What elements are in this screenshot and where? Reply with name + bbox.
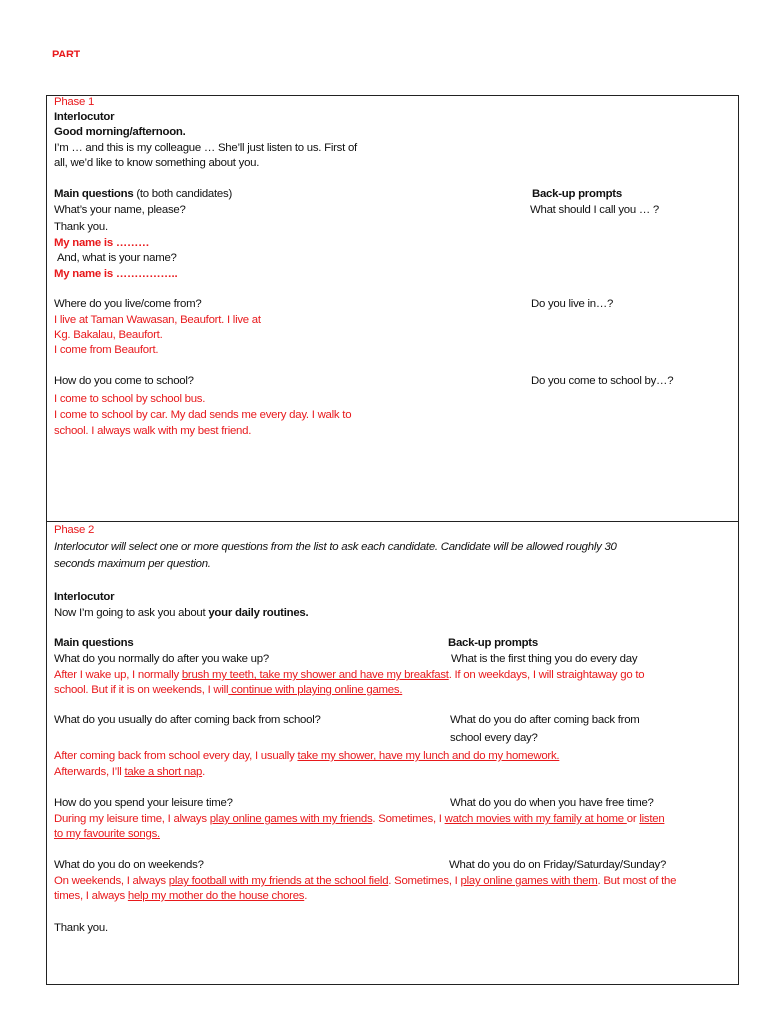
phase1-answer-name1: My name is ……… — [54, 237, 150, 249]
phase2-backup-after-school1: What do you do after coming back from — [450, 714, 640, 726]
answer-highlight: help my mother do the house chores — [127, 890, 305, 902]
phase2-q-weekend: What do you do on weekends? — [54, 859, 204, 871]
answer-text: . Sometimes, I — [372, 813, 445, 825]
phase1-greeting: Good morning/afternoon. — [54, 126, 186, 138]
phase1-backup-live: Do you live in…? — [531, 298, 614, 310]
answer-highlight: brush my teeth, take my shower and have my breakfast — [181, 669, 449, 681]
answer-highlight: play online games with them — [460, 875, 598, 887]
answer-text: During my leisure time, I always — [54, 813, 210, 825]
answer-highlight: take my shower, have my lunch and do my homework. — [297, 750, 560, 762]
phase2-backup-weekend: What do you do on Friday/Saturday/Sunday? — [449, 859, 667, 871]
phase2-thank-you: Thank you. — [54, 922, 108, 934]
phase1-intro-line2: all, we’d like to know something about you. — [54, 157, 260, 169]
phase2-q-wake: What do you normally do after you wake up? — [54, 653, 269, 665]
phase2-intro-topic: your daily routines. — [208, 607, 309, 619]
phase-divider — [46, 521, 739, 522]
answer-text: Afterwards, I’ll — [54, 766, 125, 778]
phase1-q-live: Where do you live/come from? — [54, 298, 202, 310]
phase1-thank-you: Thank you. — [54, 221, 108, 233]
phase1-interlocutor-label: Interlocutor — [54, 111, 115, 123]
phase1-answer-school2: I come to school by car. My dad sends me every day. I walk to — [54, 409, 352, 421]
phase1-main-questions-heading — [54, 187, 232, 202]
answer-text: On weekends, I always — [54, 875, 169, 887]
phase2-answer-wake-line2 — [54, 683, 402, 698]
answer-highlight: play football with my friends at the school field — [168, 875, 389, 887]
answer-highlight: play online games with my friends — [209, 813, 373, 825]
phase1-title: Phase 1 — [54, 96, 95, 108]
phase2-instruction-line1: Interlocutor will select one or more questions from the list to ask each candidate. Candidate will be allowed roughly 30 — [54, 541, 617, 553]
phase2-answer-leisure-line1 — [54, 812, 664, 827]
answer-text: school. But if it is on weekends, I will — [54, 684, 229, 696]
phase1-main-questions-note: (to both candidates) — [133, 188, 233, 200]
answer-text: . Sometimes, I — [388, 875, 461, 887]
phase2-q-leisure: How do you spend your leisure time? — [54, 797, 233, 809]
phase1-main-questions-label: Main questions — [54, 188, 134, 200]
phase1-intro-line1: I’m … and this is my colleague … She’ll just listen to us. First of — [54, 142, 357, 154]
phase2-answer-wake-line1 — [54, 668, 644, 683]
phase2-interlocutor-label: Interlocutor — [54, 591, 115, 603]
phase1-backup-school: Do you come to school by…? — [531, 375, 674, 387]
phase2-title: Phase 2 — [54, 524, 95, 536]
answer-text: or — [626, 813, 640, 825]
phase1-q-name2: And, what is your name? — [57, 252, 177, 264]
phase2-backup-label: Back-up prompts — [448, 637, 538, 649]
answer-highlight: listen — [639, 813, 665, 825]
answer-text: . But most of the — [597, 875, 677, 887]
phase2-answer-after-line2 — [54, 765, 205, 780]
phase2-backup-leisure: What do you do when you have free time? — [450, 797, 654, 809]
answer-text: times, I always — [54, 890, 128, 902]
phase2-backup-after-school2: school every day? — [450, 732, 538, 744]
phase1-answer-live2: Kg. Bakalau, Beaufort. — [54, 329, 163, 341]
phase2-answer-leisure-line2: to my favourite songs. — [54, 828, 160, 840]
phase2-answer-after-line1 — [54, 749, 559, 764]
phase2-answer-weekend-line2 — [54, 889, 307, 904]
phase1-answer-name2: My name is …………….. — [54, 268, 178, 280]
phase1-backup-name: What should I call you … ? — [530, 204, 659, 216]
phase2-answer-weekend-line1 — [54, 874, 676, 889]
answer-text: After coming back from school every day, I usually — [54, 750, 298, 762]
phase1-answer-live1: I live at Taman Wawasan, Beaufort. I live at — [54, 314, 261, 326]
phase1-backup-label: Back-up prompts — [532, 188, 622, 200]
phase2-intro — [54, 606, 308, 621]
phase1-q-name: What’s your name, please? — [54, 204, 186, 216]
phase1-answer-school3: school. I always walk with my best friend. — [54, 425, 252, 437]
phase1-answer-school1: I come to school by school bus. — [54, 393, 206, 405]
answer-text: . If on weekdays, I will straightaway go to — [448, 669, 645, 681]
answer-text: . — [202, 766, 206, 778]
phase1-q-school: How do you come to school? — [54, 375, 194, 387]
phase2-instruction-line2: seconds maximum per question. — [54, 558, 211, 570]
answer-highlight: continue with playing online games. — [228, 684, 403, 696]
phase2-backup-wake: What is the first thing you do every day — [451, 653, 638, 665]
answer-text: After I wake up, I normally — [54, 669, 182, 681]
phase1-answer-live3: I come from Beaufort. — [54, 344, 159, 356]
answer-highlight: take a short nap — [124, 766, 203, 778]
phase2-intro-text: Now I’m going to ask you about — [54, 607, 209, 619]
answer-highlight: watch movies with my family at home — [444, 813, 627, 825]
phase2-main-questions-label: Main questions — [54, 637, 134, 649]
part-heading: PART — [52, 49, 81, 57]
phase2-q-after-school: What do you usually do after coming back from school? — [54, 714, 321, 726]
answer-text: . — [304, 890, 308, 902]
